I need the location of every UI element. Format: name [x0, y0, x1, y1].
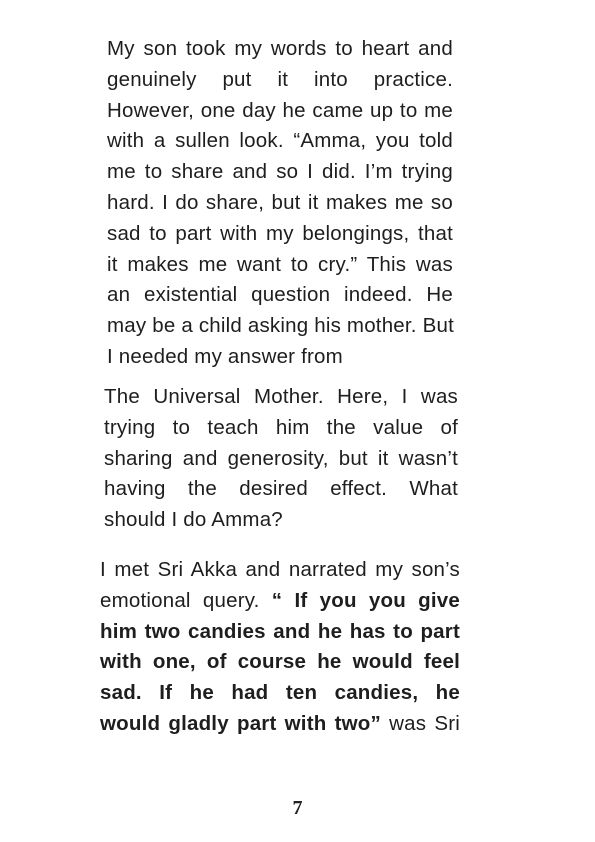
bold-text-run: him two candies and he has to part [100, 619, 460, 643]
text-line [100, 617, 460, 648]
paragraph-2 [104, 382, 458, 536]
text-run: My son took my words to heart and [107, 37, 453, 60]
text-line [107, 280, 453, 311]
bold-text-run: with one, of course he would feel [100, 650, 460, 674]
text-run: having the desired effect. What [104, 477, 458, 501]
text-run: I met Sri Akka and narrated my son’s [100, 558, 460, 581]
text-line [100, 678, 460, 709]
text-line [104, 505, 458, 536]
text-run: an existential question indeed. He [107, 283, 453, 307]
text-run: sad to part with my belongings, that [107, 221, 453, 245]
bold-text-run: “ If you you give [271, 588, 460, 612]
paragraph-1 [107, 34, 453, 373]
bold-text-run: would gladly part with two” [100, 711, 381, 735]
text-line [104, 413, 458, 444]
text-line [104, 382, 458, 413]
text-line [107, 250, 453, 281]
text-run: I needed my answer from [107, 344, 343, 368]
text-run: sharing and generosity, but it wasn’t [104, 446, 458, 470]
text-run: it makes me want to cry.” This was [107, 252, 453, 276]
text-line [107, 311, 453, 342]
text-line [107, 219, 453, 250]
text-run: may be a child asking his mother. But [107, 314, 454, 338]
text-line [107, 188, 453, 219]
text-line [107, 342, 453, 373]
text-line [100, 709, 460, 740]
text-run: emotional query. [100, 588, 272, 612]
text-run: hard. I do share, but it makes me so [107, 190, 453, 214]
text-run: The Universal Mother. Here, I was [104, 385, 458, 408]
text-line [100, 586, 460, 617]
text-run: However, one day he came up to me [107, 98, 453, 122]
text-run: trying to teach him the value of [104, 415, 458, 439]
text-run: me to share and so I did. I’m trying [107, 160, 453, 184]
text-run: genuinely put it into practice. [107, 67, 453, 91]
page-number: 7 [292, 797, 303, 819]
text-line [104, 444, 458, 475]
text-run: with a sullen look. “Amma, you told [107, 129, 453, 153]
paragraph-3 [100, 555, 460, 740]
text-line [107, 96, 453, 127]
text-line [100, 555, 460, 586]
text-line [107, 157, 453, 188]
bold-text-run: sad. If he had ten candies, he [100, 681, 460, 705]
text-line [100, 647, 460, 678]
text-run: should I do Amma? [104, 508, 283, 532]
text-line [107, 65, 453, 96]
text-line [107, 34, 453, 65]
text-line [107, 126, 453, 157]
text-run: was Sri [380, 711, 460, 735]
text-line [104, 474, 458, 505]
